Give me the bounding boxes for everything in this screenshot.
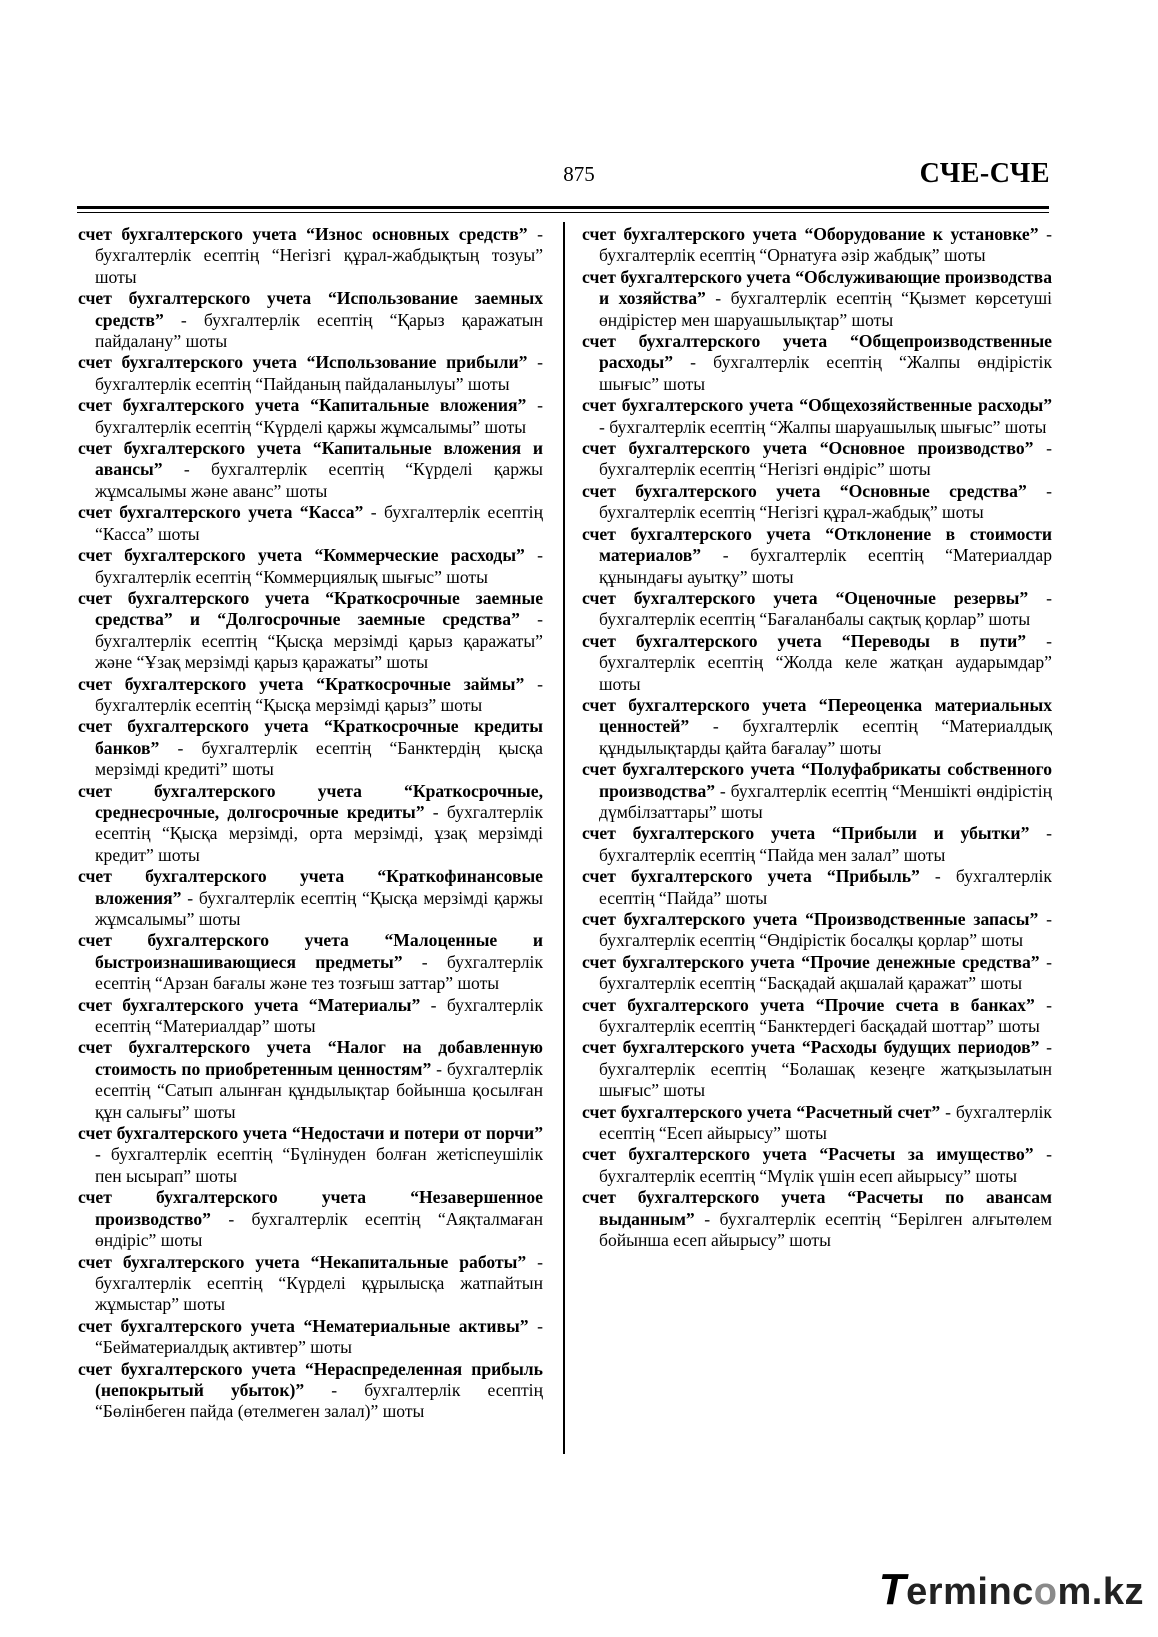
right-column (582, 224, 1052, 1252)
dictionary-entry (78, 288, 543, 352)
entry-headword: счет бухгалтерского учета “Материалы” (78, 994, 421, 1015)
entry-translation: - бухгалтерлік есептің “Арзан бағалы және тез тозғыш заттар” шоты (95, 951, 543, 994)
dictionary-entry (582, 995, 1052, 1038)
entry-headword: счет бухгалтерского учета “Прочие денежные средства” (582, 951, 1040, 972)
entry-translation: - бухгалтерлік есептің “Меншікті өндірістің дүмбілзаттары” шоты (599, 780, 1052, 822)
column-divider (563, 222, 565, 1454)
dictionary-entry (582, 695, 1052, 759)
entry-headword: счет бухгалтерского учета “Незавершенное производство” (78, 1187, 543, 1229)
entry-translation: - бухгалтерлік есептің “Күрделі қаржы жұмсалымы және аванс” шоты (95, 459, 543, 501)
header-rule-thick (77, 206, 1049, 209)
dictionary-entry (78, 1187, 543, 1251)
dictionary-entry (78, 995, 543, 1038)
entry-translation: - бухгалтерлік есептің “Банктердің қысқа мерзімді кредиті” шоты (95, 737, 543, 780)
entry-translation: - бухгалтерлік есептің “Күрделі құрылысқа жатпайтын жұмыстар” шоты (95, 1251, 543, 1315)
entry-headword: счет бухгалтерского учета “Капитальные вложения” (78, 395, 527, 416)
entry-translation: - бухгалтерлік есептің “Қарыз қаражатын пайдалану” шоты (95, 309, 543, 352)
entry-headword: счет бухгалтерского учета “Переоценка материальных ценностей” (582, 694, 1052, 737)
entry-headword: счет бухгалтерского учета “Полуфабрикаты собственного производства” (582, 759, 1052, 801)
dictionary-entry (78, 674, 543, 717)
entry-headword: счет бухгалтерского учета “Некапитальные работы” (78, 1251, 527, 1272)
dictionary-entry (78, 866, 543, 930)
entry-headword: счет бухгалтерского учета “Оборудование к установке” (582, 224, 1039, 244)
entry-headword: счет бухгалтерского учета “Обслуживающие производства и хозяйства” (582, 266, 1052, 309)
entry-translation: - бухгалтерлік есептің “Есеп айырысу” шоты (599, 1101, 1052, 1144)
entry-headword: счет бухгалтерского учета “Расчеты за имущество” (582, 1144, 1034, 1165)
entry-translation: - бухгалтерлік есептің “Негізгі құрал-жабдықтың тозуы” шоты (95, 224, 543, 287)
dictionary-entry (582, 395, 1052, 438)
entry-headword: счет бухгалтерского учета “Налог на добавленную стоимость по приобретенным ценностям” (78, 1037, 543, 1079)
dictionary-entry (582, 631, 1052, 695)
entry-headword: счет бухгалтерского учета “Расчеты по авансам выданным” (582, 1187, 1052, 1229)
termincom-logo (879, 1565, 1144, 1615)
entry-headword: счет бухгалтерского учета “Коммерческие расходы” (78, 545, 525, 566)
dictionary-entry (78, 395, 543, 438)
entry-translation: - бухгалтерлік есептің “Қызмет көрсетуші өндірістер мен шаруашылықтар” шоты (599, 288, 1053, 330)
logo-letter-t: T (878, 1565, 907, 1614)
dictionary-entry (78, 781, 543, 867)
page-number: 875 (563, 162, 595, 186)
entry-headword: счет бухгалтерского учета “Недостачи и потери от порчи” (78, 1123, 543, 1144)
entry-headword: счет бухгалтерского учета “Прибыли и убытки” (582, 823, 1030, 844)
entry-translation: - бухгалтерлік есептің “Негізгі өндіріс” шоты (599, 438, 1053, 480)
entry-headword: счет бухгалтерского учета “Общехозяйственные расходы” (582, 395, 1052, 416)
entry-translation: - бухгалтерлік есептің “Материалдар” шоты (95, 994, 543, 1037)
header-rule-thin (77, 212, 1049, 213)
dictionary-entry (582, 952, 1052, 995)
dictionary-entry (78, 438, 543, 502)
dictionary-entry (582, 759, 1052, 823)
dictionary-entry (78, 588, 543, 674)
dictionary-entry (582, 866, 1052, 909)
entry-translation: - бухгалтерлік есептің “Қысқа мерзімді қарыз” шоты (95, 673, 543, 715)
entry-headword: счет бухгалтерского учета “Отклонение в стоимости материалов” (582, 523, 1052, 566)
dictionary-entry (582, 1037, 1052, 1101)
entry-translation: - бухгалтерлік есептің “Банктердегі басқадай шоттар” шоты (599, 994, 1052, 1037)
dictionary-entry (582, 481, 1052, 524)
entry-headword: счет бухгалтерского учета “Расчетный счет” (582, 1101, 941, 1122)
entry-translation: - бухгалтерлік есептің “Жалпы шаруашылық шығыс” шоты (599, 416, 1047, 437)
entry-headword: счет бухгалтерского учета “Краткофинансовые вложения” (78, 866, 543, 908)
left-column (78, 224, 543, 1423)
entry-headword: счет бухгалтерского учета “Прочие счета в банках” (582, 994, 1035, 1015)
entry-headword: счет бухгалтерского учета “Общепроизводственные расходы” (582, 331, 1052, 373)
entry-translation: - бухгалтерлік есептің “Жолда келе жатқан аударымдар” шоты (599, 630, 1052, 694)
entry-translation: - бухгалтерлік есептің “Қысқа мерзімді қарыз қаражаты” және “Ұзақ мерзімді қарыз қаражаты” шоты (95, 609, 543, 673)
entry-headword: счет бухгалтерского учета “Использование прибыли” (78, 352, 528, 373)
dictionary-entry (78, 1316, 543, 1359)
entry-headword: счет бухгалтерского учета “Использование заемных средств” (78, 288, 543, 330)
entry-headword: счет бухгалтерского учета “Производственные запасы” (582, 909, 1039, 929)
entry-translation: - бухгалтерлік есептің “Орнатуға әзір жабдық” шоты (599, 224, 1052, 266)
dictionary-entry (582, 267, 1052, 331)
entry-translation: - бухгалтерлік есептің “Материалдар құнындағы ауытқу” шоты (599, 545, 1052, 587)
entry-translation: - бухгалтерлік есептің “Бүлінуден болған жетіспеушілік пен ысырап” шоты (95, 1144, 543, 1186)
dictionary-entry (582, 823, 1052, 866)
dictionary-entry (582, 524, 1052, 588)
entry-headword: счет бухгалтерского учета “Основное производство” (582, 438, 1034, 459)
entry-translation: - бухгалтерлік есептің “Басқадай ақшалай қаражат” шоты (599, 951, 1052, 994)
dictionary-entry (582, 1144, 1052, 1187)
entry-headword: счет бухгалтерского учета “Износ основных средств” (78, 224, 528, 244)
entry-translation: - бухгалтерлік есептің “Коммерциялық шығыс” шоты (95, 545, 543, 587)
logo-letter-o: o (1033, 1571, 1058, 1613)
entry-translation: - бухгалтерлік есептің “Касса” шоты (95, 502, 543, 544)
entry-translation: - бухгалтерлік есептің “Пайда мен залал” шоты (599, 823, 1052, 865)
entry-translation: - бухгалтерлік есептің “Материалдық құндылықтарды қайта бағалау” шоты (599, 716, 1052, 758)
entry-translation: - бухгалтерлік есептің “Берілген алғытөлем бойынша есеп айырысу” шоты (599, 1208, 1052, 1251)
entry-headword: счет бухгалтерского учета “Нераспределенная прибыль (непокрытый убыток)” (78, 1358, 543, 1400)
entry-headword: счет бухгалтерского учета “Касса” (78, 502, 364, 523)
entry-translation: - бухгалтерлік есептің “Аяқталмаған өндіріс” шоты (95, 1208, 543, 1251)
entry-headword: счет бухгалтерского учета “Прибыль” (582, 866, 920, 887)
entry-translation: - бухгалтерлік есептің “Бағаланбалы сақтық қорлар” шоты (599, 587, 1052, 630)
entry-translation: - бухгалтерлік есептің “Пайда” шоты (599, 866, 1052, 908)
dictionary-entry (582, 588, 1052, 631)
entry-translation: - “Бейматериалдық активтер” шоты (95, 1315, 543, 1358)
dictionary-entry (582, 438, 1052, 481)
entry-headword: счет бухгалтерского учета “Нематериальные активы” (78, 1315, 529, 1336)
logo-text-b: m.kz (1057, 1571, 1144, 1613)
dictionary-entry (78, 224, 543, 288)
entry-headword: счет бухгалтерского учета “Краткосрочные заемные средства” и “Долгосрочные заемные средства” (78, 587, 543, 630)
entry-headword: счет бухгалтерского учета “Расходы будущих периодов” (582, 1037, 1040, 1058)
entry-headword: счет бухгалтерского учета “Малоценные и быстроизнашивающиеся предметы” (78, 930, 543, 972)
entry-translation: - бухгалтерлік есептің “Негізгі құрал-жабдық” шоты (599, 480, 1052, 523)
dictionary-entry (582, 909, 1052, 952)
dictionary-entry (78, 1359, 543, 1423)
dictionary-entry (78, 716, 543, 780)
entry-headword: счет бухгалтерского учета “Краткосрочные, среднесрочные, долгосрочные кредиты” (78, 780, 543, 822)
entry-headword: счет бухгалтерского учета “Оценочные резервы” (582, 587, 1029, 608)
entry-headword: счет бухгалтерского учета “Краткосрочные займы” (78, 673, 525, 694)
entry-headword: счет бухгалтерского учета “Капитальные вложения и авансы” (78, 438, 543, 480)
entry-headword: счет бухгалтерского учета “Основные средства” (582, 480, 1027, 501)
running-head: СЧЕ-СЧЕ (919, 158, 1050, 189)
entry-translation: - бухгалтерлік есептің “Мүлік үшін есеп айырысу” шоты (599, 1144, 1052, 1186)
dictionary-entry (582, 1187, 1052, 1251)
dictionary-entry (78, 352, 543, 395)
entry-translation: - бухгалтерлік есептің “Болашақ кезеңге жатқызылатын шығыс” шоты (599, 1037, 1052, 1101)
dictionary-entry (78, 930, 543, 994)
entry-translation: - бухгалтерлік есептің “Сатып алынған құндылықтар бойынша қосылған құн салығы” шоты (95, 1058, 543, 1122)
dictionary-entry (78, 1037, 543, 1123)
entry-headword: счет бухгалтерского учета “Переводы в пути” (582, 630, 1027, 651)
logo-text-a: erminc (906, 1571, 1034, 1613)
entry-translation: - бухгалтерлік есептің “Жалпы өндірістік шығыс” шоты (599, 352, 1052, 394)
entry-translation: - бухгалтерлік есептің “Қысқа мерзімді қаржы жұмсалымы” шоты (95, 887, 543, 929)
dictionary-entry (582, 1102, 1052, 1145)
entry-translation: - бухгалтерлік есептің “Күрделі қаржы жұмсалымы” шоты (95, 395, 543, 437)
dictionary-entry (582, 224, 1052, 267)
dictionary-entry (78, 1123, 543, 1187)
entry-translation: - бухгалтерлік есептің “Пайданың пайдаланылуы” шоты (95, 352, 543, 394)
dictionary-entry (78, 502, 543, 545)
entry-headword: счет бухгалтерского учета “Краткосрочные кредиты банков” (78, 716, 543, 758)
dictionary-entry (78, 1252, 543, 1316)
entry-translation: - бухгалтерлік есептің “Қысқа мерзімді, орта мерзімді, ұзақ мерзімді кредит” шоты (95, 801, 543, 865)
entry-translation: - бухгалтерлік есептің “Өндірістік босалқы қорлар” шоты (599, 909, 1052, 951)
dictionary-entry (582, 331, 1052, 395)
dictionary-entry (78, 545, 543, 588)
entry-translation: - бухгалтерлік есептің “Бөлінбеген пайда (өтелмеген залал)” шоты (95, 1379, 543, 1422)
